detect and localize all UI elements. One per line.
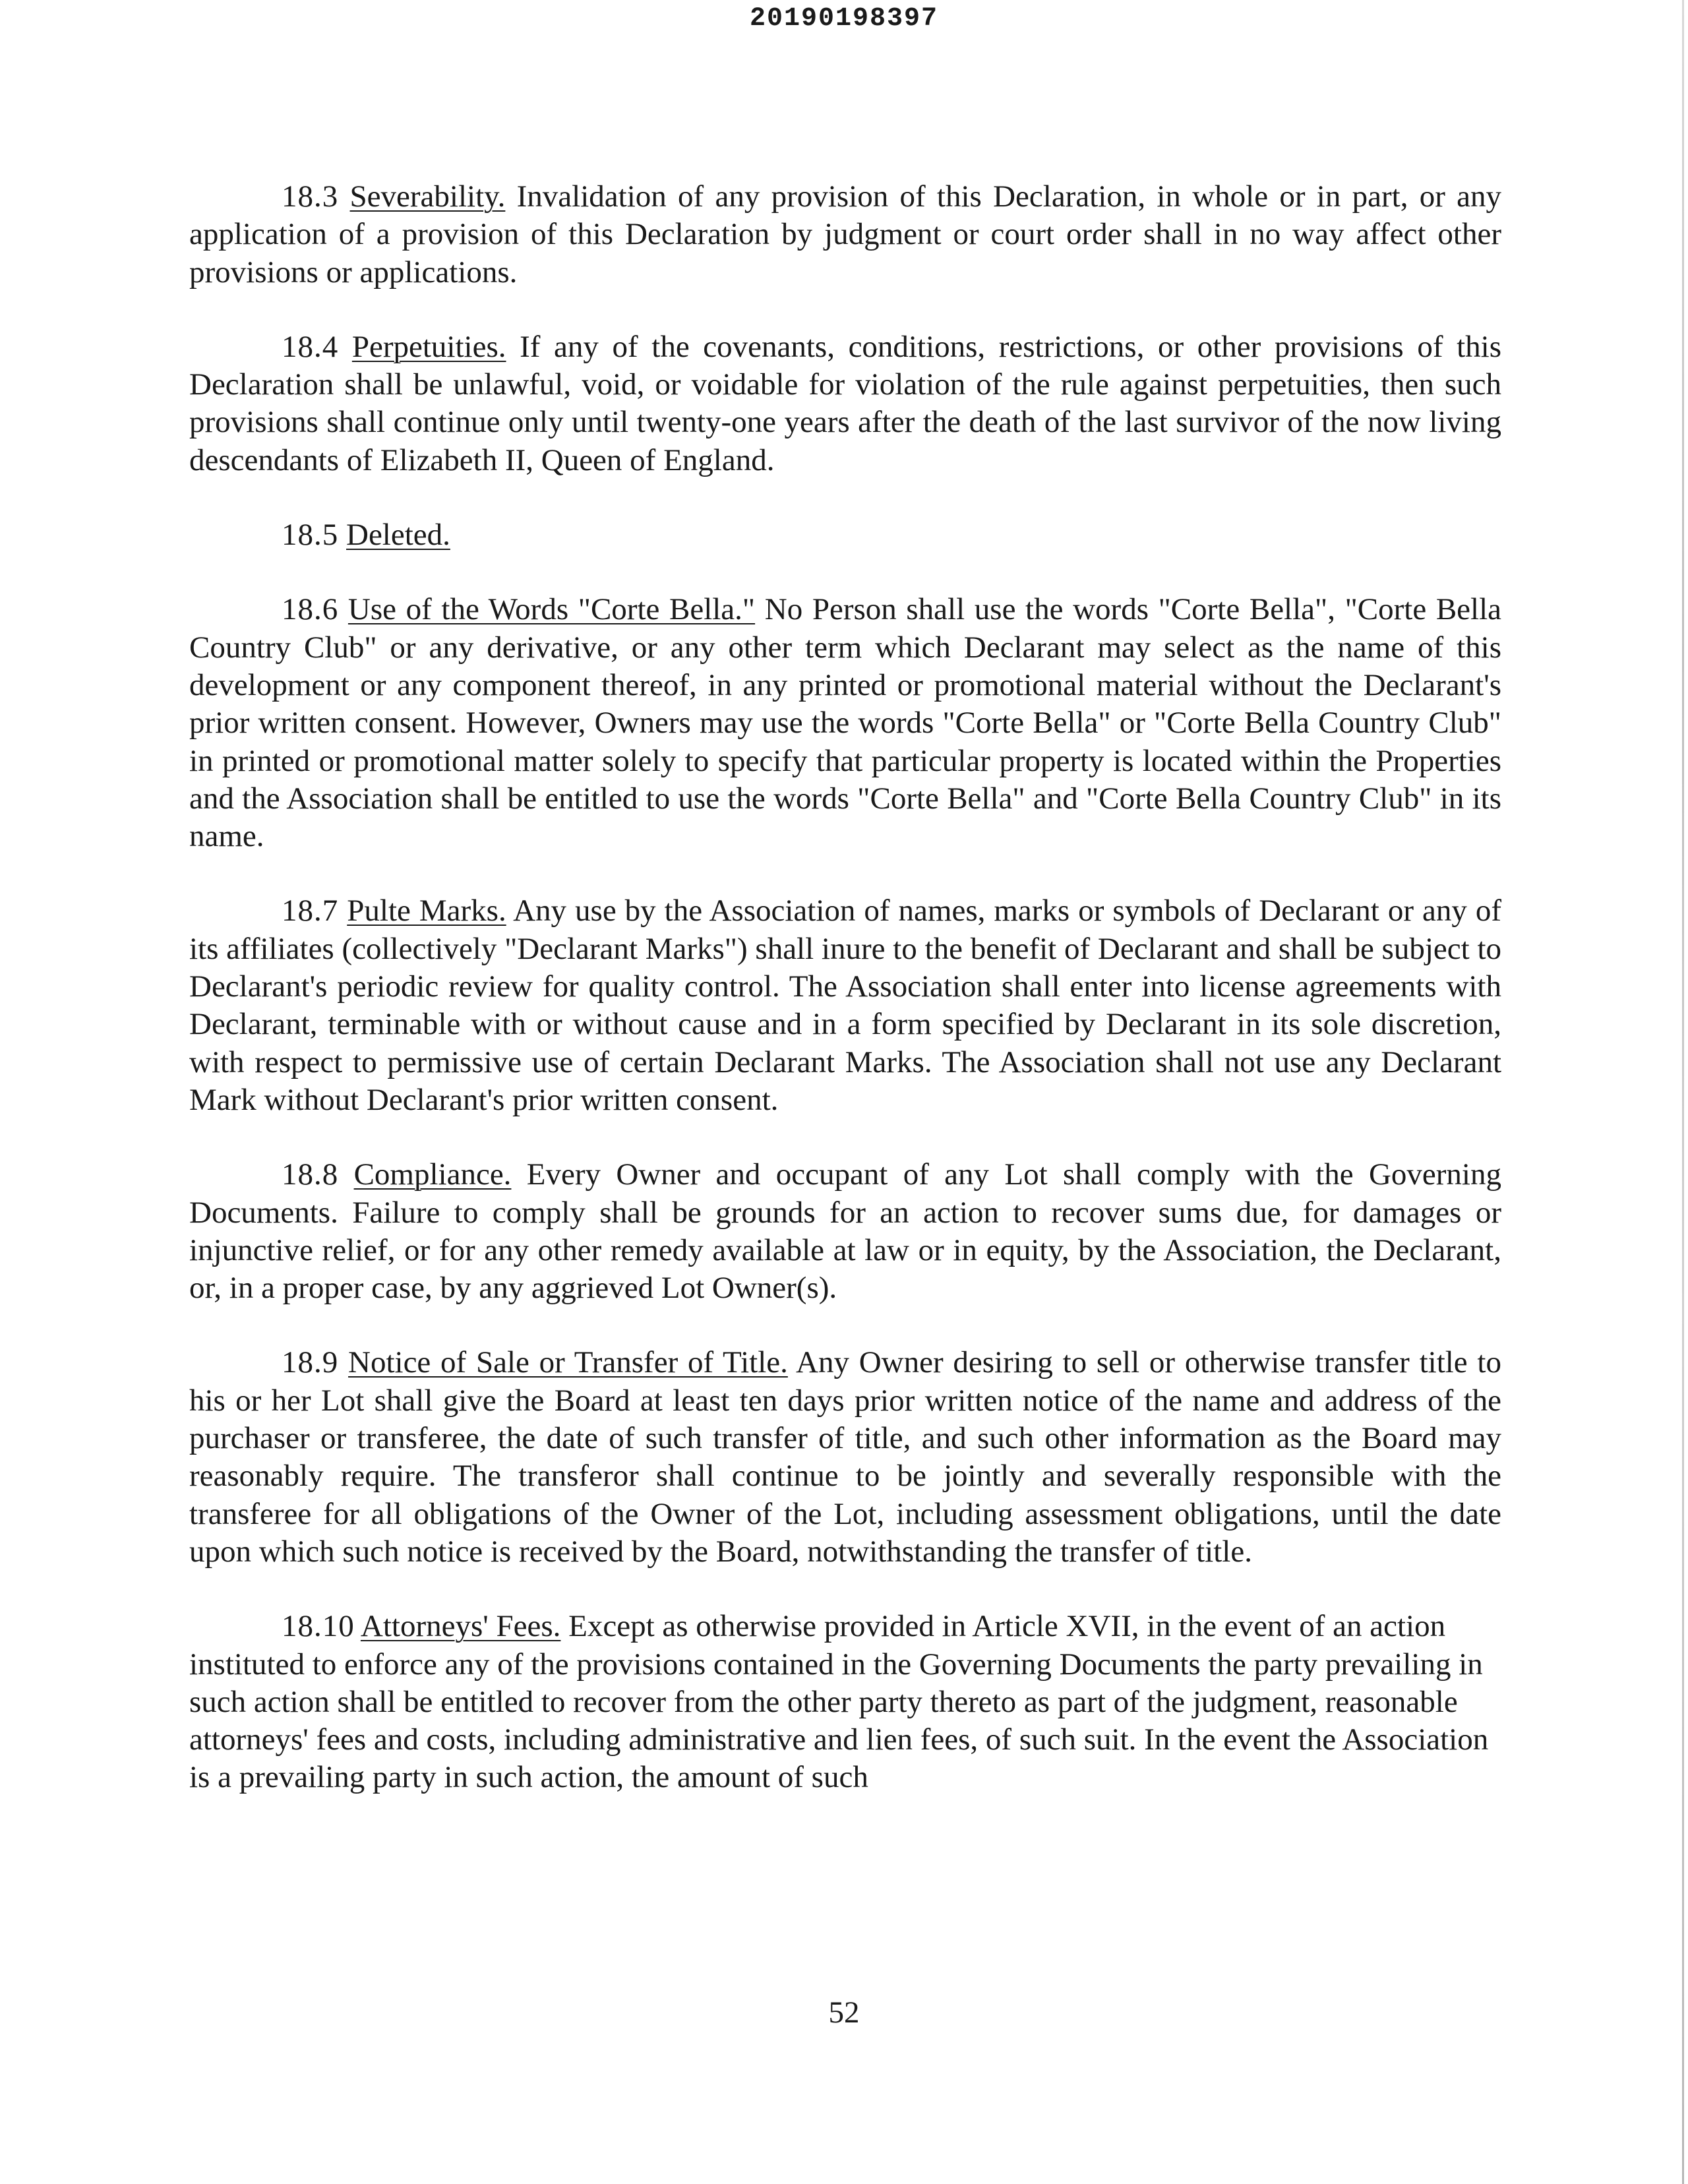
section-heading: Attorneys' Fees. (360, 1609, 561, 1644)
section-18-5 (189, 516, 1501, 554)
document-body (189, 178, 1501, 1834)
section-heading: Perpetuities. (351, 329, 506, 364)
section-text: Every Owner and occupant of any Lot shall comply with the Governing Documents. Failure to comply shall be grounds for an action to recover sums due, for damages or injunctive relief, or for any other remedy available at law or in equity, by the Association, the Declarant, or, in a proper case, by any aggrieved Lot Owner(s). (189, 1157, 1501, 1306)
section-18-9 (189, 1344, 1501, 1571)
section-text: No Person shall use the words "Corte Bella", "Corte Bella Country Club" or any derivative, or any other term which Declarant may select as the name of this development or any component thereof, in any printed or promotional material without the Declarant's prior written consent. However, Owners may use the words "Corte Bella" or "Corte Bella Country Club" in printed or promotional matter solely to specify that particular property is located within the Properties and the Association shall be entitled to use the words "Corte Bella" and "Corte Bella Country Club" in its name. (189, 592, 1502, 854)
section-heading: Compliance. (353, 1157, 512, 1192)
section-heading: Use of the Words "Corte Bella." (347, 592, 756, 627)
section-number: 18.3 (282, 179, 339, 214)
section-number: 18.5 (282, 518, 339, 553)
section-number: 18.8 (282, 1157, 339, 1192)
section-18-4 (189, 328, 1501, 479)
page-number: 52 (828, 1995, 860, 2030)
section-18-7 (189, 892, 1501, 1119)
document-number: 20190198397 (749, 4, 939, 34)
section-heading: Severability. (349, 179, 506, 214)
section-number: 18.9 (282, 1345, 339, 1380)
section-heading: Notice of Sale or Transfer of Title. (348, 1345, 788, 1380)
section-number: 18.6 (282, 592, 339, 627)
section-text: Except as otherwise provided in Article XVII, in the event of an action instituted to enforce any of the provisions contained in the Governing Documents the party prevailing in such action shall be entitled to recover from the other party thereto as part of the judgment, reasonable attorneys' fees and costs, including administrative and lien fees, of such suit. In the event the Association is a prevailing party in such action, the amount of such (189, 1609, 1489, 1795)
section-text: If any of the covenants, conditions, restrictions, or other provisions of this Declaration shall be unlawful, void, or voidable for violation of the rule against perpetuities, then such provisions shall continue only until twenty-one years after the death of the last survivor of the now living descendants of Elizabeth II, Queen of England. (189, 329, 1501, 477)
section-heading: Deleted. (346, 518, 450, 553)
section-text: Any Owner desiring to sell or otherwise transfer title to his or her Lot shall give the Board at least ten days prior written notice of the name and address of the purchaser or transferee, the date of such transfer of title, and such other information as the Board may reasonably require. The transferor shall continue to be jointly and severally responsible with the transferee for all obligations of the Owner of the Lot, including assessment obligations, until the date upon which such notice is received by the Board, notwithstanding the transfer of title. (189, 1345, 1501, 1569)
section-18-3 (189, 178, 1501, 291)
section-heading: Pulte Marks. (347, 894, 506, 928)
section-text: Any use by the Association of names, marks or symbols of Declarant or any of its affiliates (collectively "Declarant Marks") shall inure to the benefit of Declarant and shall be subject to Declarant's periodic review for quality control. The Association shall enter into license agreements with Declarant, terminable with or without cause and in a form specified by Declarant in its sole discretion, with respect to permissive use of certain Declarant Marks. The Association shall not use any Declarant Mark without Declarant's prior written consent. (189, 894, 1501, 1117)
section-18-8 (189, 1156, 1501, 1307)
section-18-10 (189, 1608, 1501, 1796)
section-number: 18.10 (282, 1609, 355, 1644)
section-18-6 (189, 591, 1501, 855)
section-number: 18.7 (282, 894, 339, 928)
section-number: 18.4 (282, 329, 339, 364)
scan-edge-line (1682, 0, 1684, 2184)
section-text: Invalidation of any provision of this Declaration, in whole or in part, or any application of a provision of this Declaration by judgment or court order shall in no way affect other provisions or applications. (189, 179, 1502, 289)
